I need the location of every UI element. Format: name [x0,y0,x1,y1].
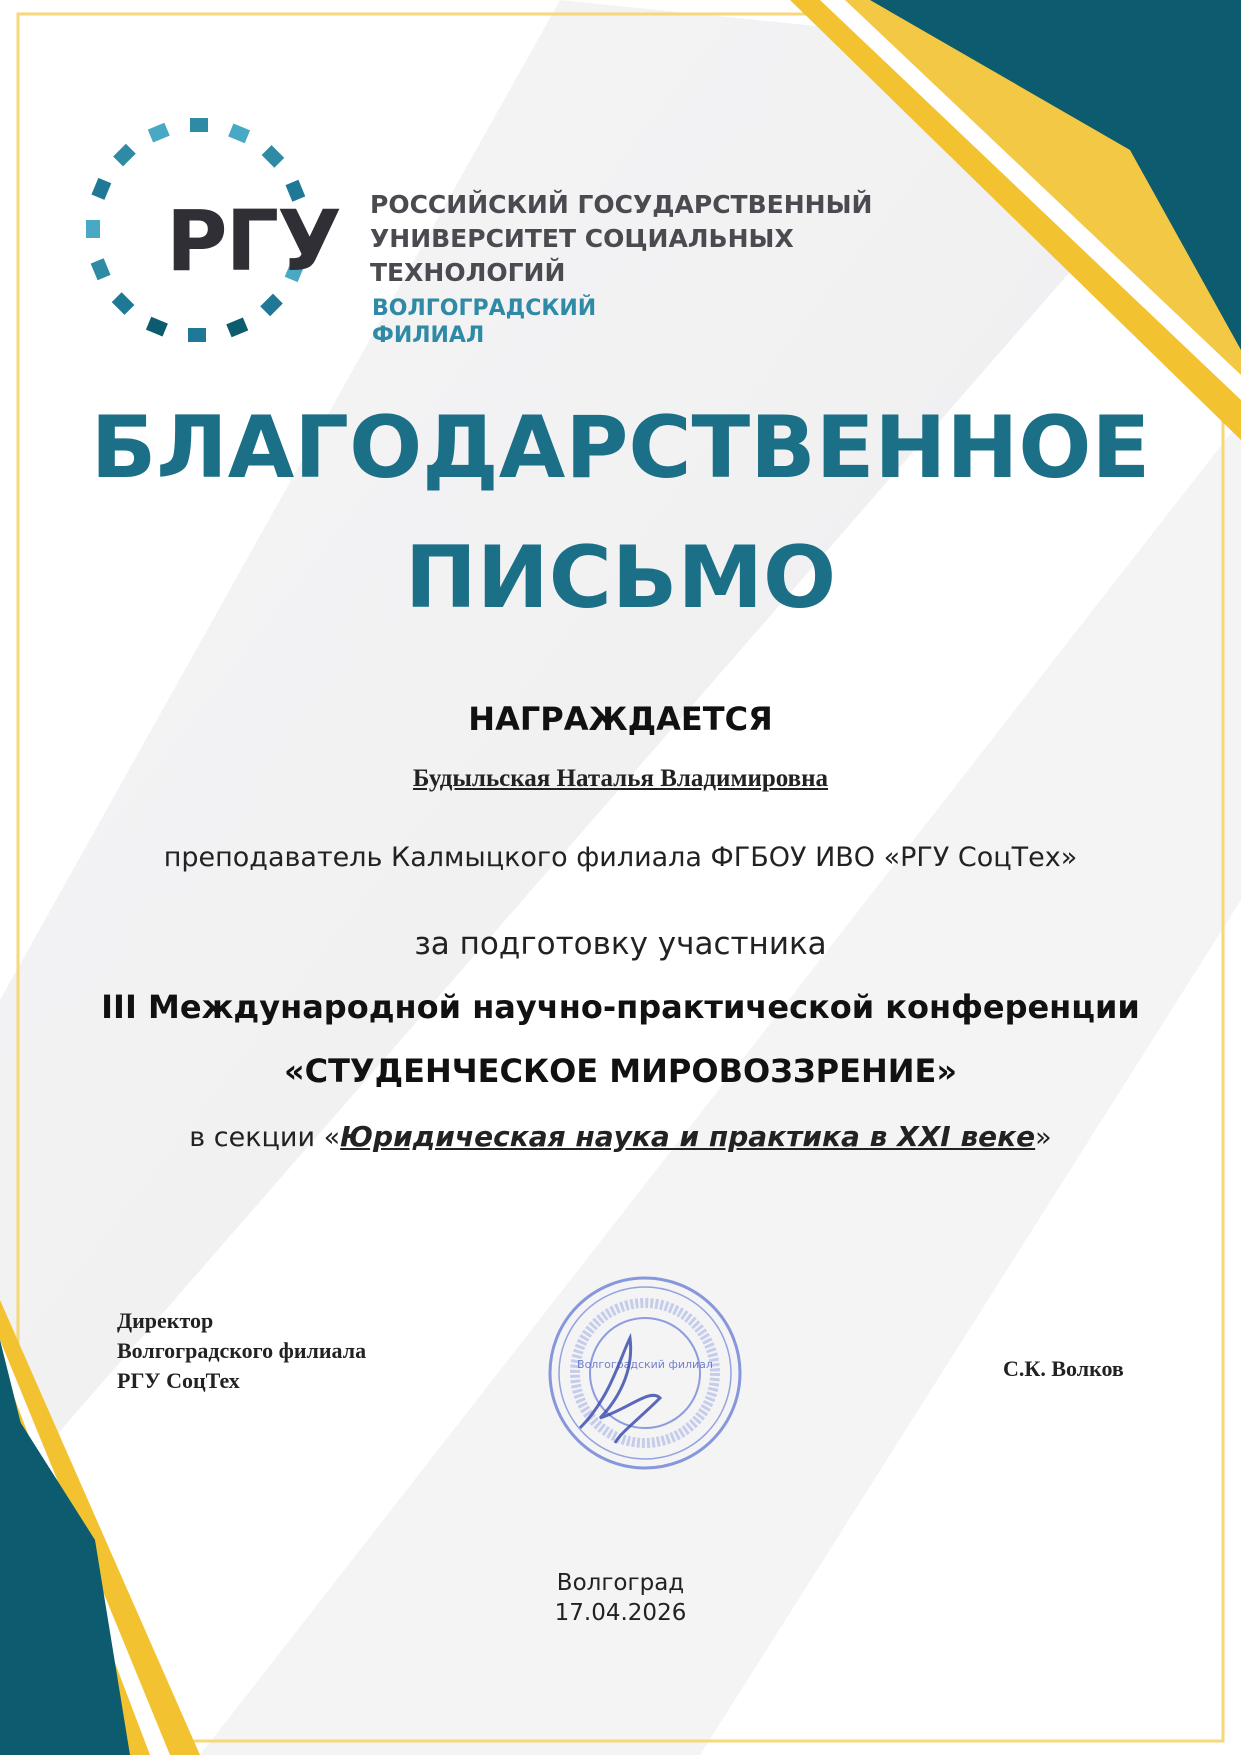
conference-name: «СТУДЕНЧЕСКОЕ МИРОВОЗЗРЕНИЕ» [283,1052,958,1090]
recipient-name-text: Будыльская Наталья Владимировна [412,765,829,792]
document-title-line-2: ПИСЬМО [404,528,837,628]
official-stamp-icon [540,1268,750,1478]
university-name-line: УНИВЕРСИТЕТ СОЦИАЛЬНЫХ [370,224,794,253]
section-close-quote: » [1035,1122,1052,1153]
issue-date: 17.04.2026 [554,1600,687,1626]
signatory-title-line: РГУ СоцТех [117,1368,240,1393]
stamp-center-text: Волгоградский филиал [577,1358,713,1371]
award-reason: за подготовку участника [414,926,827,962]
recipient-name [0,765,1241,793]
document-title-line-1: БЛАГОДАРСТВЕННОЕ [90,398,1151,498]
branch-name-line: ФИЛИАЛ [372,323,485,348]
university-name-line: ТЕХНОЛОГИЙ [370,258,566,287]
university-name-line: РОССИЙСКИЙ ГОСУДАРСТВЕННЫЙ [370,190,873,219]
logo-mark: РГУ [166,192,340,290]
university-name [370,188,872,290]
signatory-name: С.К. Волков [1003,1356,1124,1381]
city: Волгоград [556,1570,685,1596]
signatory-title-line: Директор [117,1308,214,1333]
branch-name [372,295,596,349]
section-open-quote: « [323,1122,341,1153]
conference-title: III Международной научно-практической конференции [101,988,1140,1026]
signatory-title-line: Волгоградского филиала [117,1338,367,1363]
awarded-label: НАГРАЖДАЕТСЯ [468,700,773,738]
section-line [0,1120,1241,1153]
section-prefix: в секции [189,1122,324,1153]
recipient-position: преподаватель Калмыцкого филиала ФГБОУ ИВО «РГУ СоцТех» [163,842,1078,873]
branch-name-line: ВОЛГОГРАДСКИЙ [372,296,597,321]
signatory-title [117,1306,366,1396]
section-name: Юридическая наука и практика в XXI веке [340,1120,1036,1153]
